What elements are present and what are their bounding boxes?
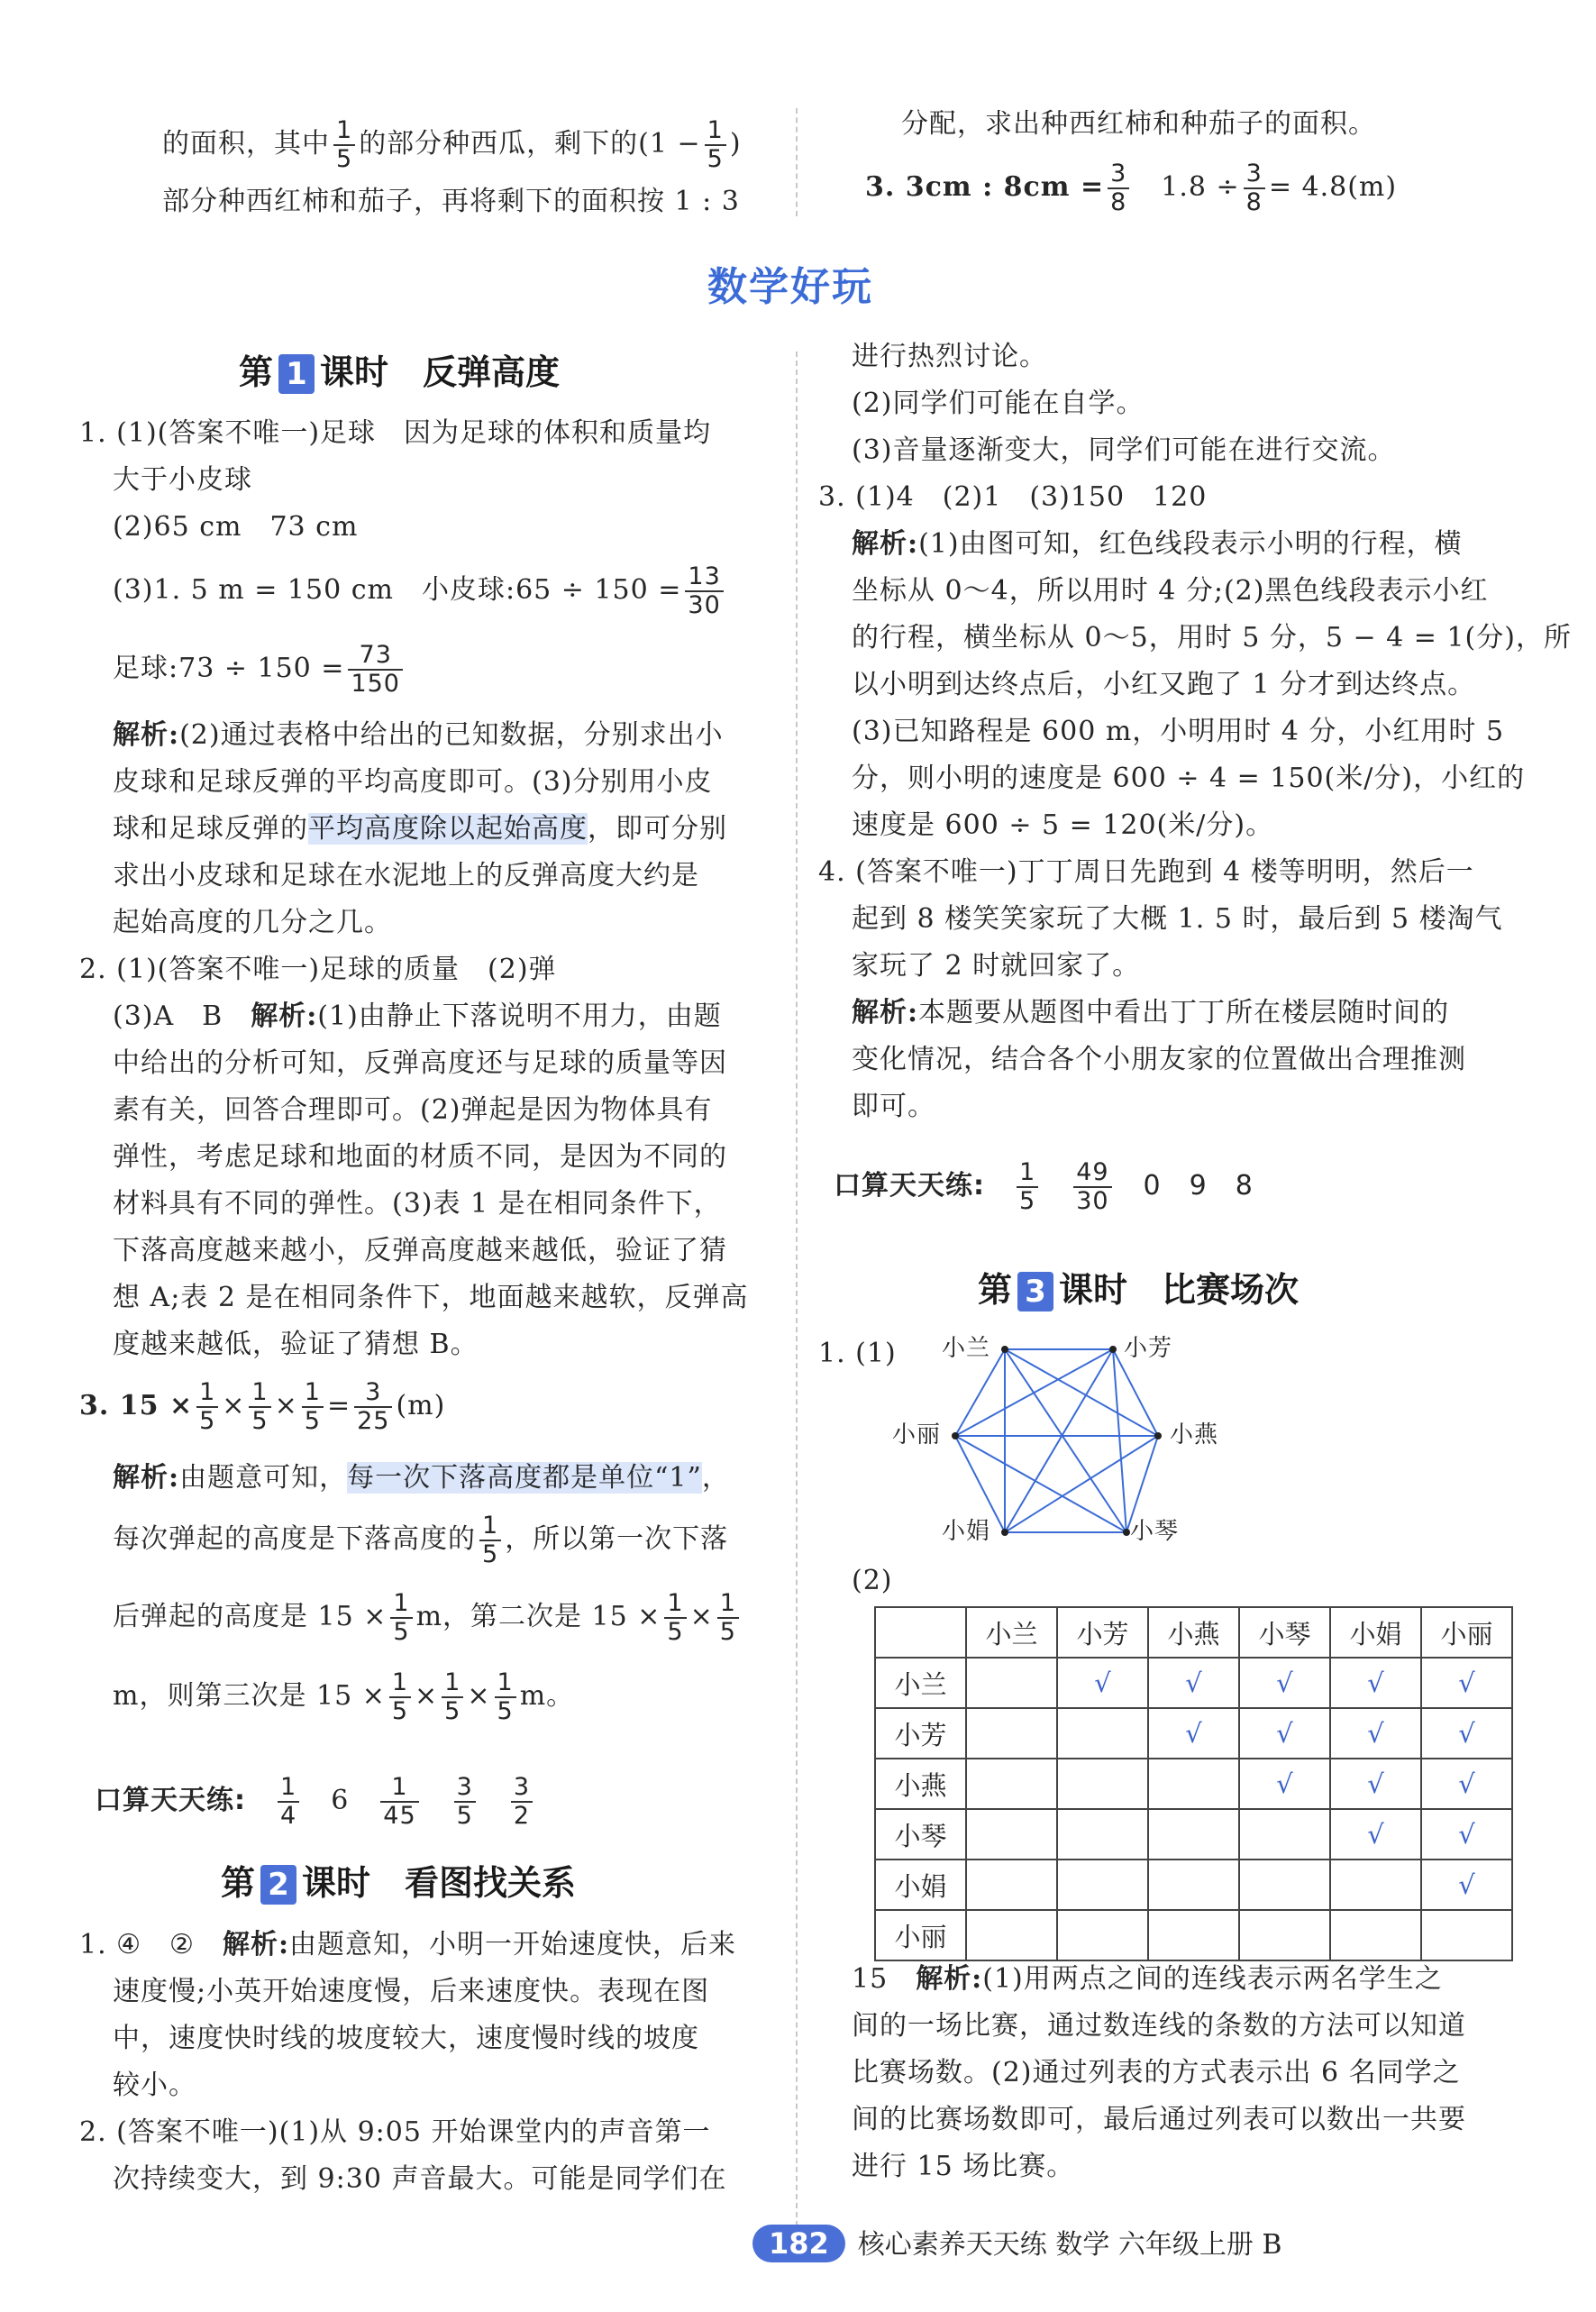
fraction: $\frac{1}{5}$ bbox=[664, 1590, 686, 1646]
l1-a3-line3: 后弹起的高度是 15 × $\frac{1}{5}$ m，第二次是 15 × $\frac{1}{5}$ × $\frac{1}{5}$ bbox=[113, 1590, 743, 1646]
l2-q1-line2: 速度慢;小英开始速度慢，后来速度快。表现在图 bbox=[113, 1976, 710, 2007]
page-number: 182 bbox=[752, 2225, 845, 2262]
book-title: 核心素养天天练 数学 六年级上册 B bbox=[857, 2229, 1282, 2261]
fraction: $\frac{1}{5}$ bbox=[249, 1379, 270, 1435]
l1-q1-line1: 1. (1)(答案不唯一)足球 因为足球的体积和质量均 bbox=[79, 417, 712, 449]
l2-q3-line1: 3. (1)4 (2)1 (3)150 120 bbox=[818, 481, 1208, 513]
l2-a3-line5: (3)已知路程是 600 m，小明用时 4 分，小红用时 5 bbox=[852, 716, 1505, 747]
lesson-number-badge: 3 bbox=[1017, 1272, 1053, 1311]
table-row: 小芳 √ √ √ √ bbox=[875, 1708, 1512, 1759]
fraction: $\frac{3}{5}$ bbox=[454, 1774, 476, 1830]
table-row: 小兰 小芳 小燕 小琴 小娟 小丽 bbox=[875, 1607, 1512, 1658]
l1-a3-line2: 每次弹起的高度是下落高度的 $\frac{1}{5}$ ，所以第一次下落 bbox=[113, 1512, 729, 1568]
l1-q2-line6: 材料具有不同的弹性。(3)表 1 是在相同条件下， bbox=[113, 1188, 722, 1220]
l1-q2-line4: 素有关，回答合理即可。(2)弹起是因为物体具有 bbox=[113, 1094, 713, 1126]
top-right-line-1: 分配，求出种西红柿和种茄子的面积。 bbox=[901, 108, 1376, 140]
l2-q1-line4: 较小。 bbox=[113, 2070, 196, 2101]
top-line-2: 部分种西红柿和茄子，再将剩下的面积按 1 : 3 bbox=[162, 186, 740, 217]
l3-a-line1: 15 解析:(1)用两点之间的连线表示两名学生之 bbox=[852, 1963, 1443, 1995]
section-title: 数学好玩 bbox=[707, 264, 873, 310]
l1-a1-line3: 球和足球反弹的平均高度除以起始高度，即可分别 bbox=[113, 813, 727, 845]
l1-kousuan: 口算天天练: $\frac{1}{4}$ 6 $\frac{1}{45}$ $\frac{3}{5}$ $\frac{3}{2}$ bbox=[95, 1774, 536, 1830]
l1-q2-line9: 度越来越低，验证了猜想 B。 bbox=[113, 1329, 479, 1360]
fraction: $\frac{13}{30}$ bbox=[685, 563, 723, 619]
l2-q1-line1: 1. ④ ② 解析:由题意知，小明一开始速度快，后来 bbox=[79, 1929, 737, 1960]
column-divider bbox=[796, 352, 798, 2226]
graph-label-xiaoyan: 小燕 bbox=[1170, 1421, 1219, 1448]
fraction: $\frac{3}{8}$ bbox=[1108, 160, 1129, 216]
fraction: $\frac{3}{8}$ bbox=[1244, 160, 1265, 216]
fraction: $\frac{3}{2}$ bbox=[511, 1774, 533, 1830]
table-row: 小燕 √ √ √ bbox=[875, 1759, 1512, 1809]
graph-edges bbox=[955, 1349, 1158, 1532]
top-line-1: 的面积，其中 $\frac{1}{5}$ 的部分种西瓜，剩下的(1 − $\frac{1}{5}$ ) bbox=[162, 116, 742, 173]
l1-q2-line2: (3)A B 解析:(1)由静止下落说明不用力，由题 bbox=[113, 1001, 722, 1032]
l2-a3-line3: 的行程，横坐标从 0～5，用时 5 分，5 − 4 = 1(分)，所 bbox=[852, 622, 1572, 653]
l2-q4-line1: 4. (答案不唯一)丁丁周日先跑到 4 楼等明明，然后一 bbox=[818, 856, 1474, 888]
graph-label-xiaolan: 小兰 bbox=[942, 1335, 991, 1362]
highlight: 平均高度除以起始高度 bbox=[308, 813, 588, 845]
l2-q2-line1: 2. (答案不唯一)(1)从 9:05 开始课堂内的声音第一 bbox=[79, 2116, 711, 2148]
l1-q1-line3: (2)65 cm 73 cm bbox=[113, 511, 359, 543]
l1-q2-line7: 下落高度越来越小，反弹高度越来越低，验证了猜 bbox=[113, 1235, 727, 1266]
l1-q1-line2: 大于小皮球 bbox=[113, 464, 252, 496]
graph-label-xiaojuan: 小娟 bbox=[942, 1518, 991, 1545]
l2-a3-line6: 分，则小明的速度是 600 ÷ 4 = 150(米/分)，小红的 bbox=[852, 763, 1526, 794]
lesson-number-badge: 1 bbox=[278, 354, 315, 394]
fraction: $\frac{73}{150}$ bbox=[348, 642, 403, 698]
fraction: $\frac{1}{5}$ bbox=[389, 1669, 411, 1725]
fraction: $\frac{3}{25}$ bbox=[354, 1379, 392, 1435]
l1-q2-line1: 2. (1)(答案不唯一)足球的质量 (2)弹 bbox=[79, 954, 557, 985]
l1-q2-line5: 弹性，考虑足球和地面的材质不同，是因为不同的 bbox=[113, 1141, 727, 1173]
l1-a3-line4: m，则第三次是 15 × $\frac{1}{5}$ × $\frac{1}{5}$ × $\frac{1}{5}$ m。 bbox=[113, 1668, 575, 1725]
l2-a4-line3: 即可。 bbox=[852, 1091, 935, 1122]
l3-a-line3: 比赛场数。(2)通过列表的方式表示出 6 名同学之 bbox=[852, 2057, 1461, 2088]
fraction: $\frac{1}{4}$ bbox=[278, 1774, 299, 1830]
l2-q1-line3: 中，速度快时线的坡度较大，速度慢时线的坡度 bbox=[113, 2023, 699, 2054]
fraction: $\frac{1}{5}$ bbox=[442, 1669, 463, 1725]
fraction: $\frac{1}{5}$ bbox=[1017, 1159, 1038, 1215]
page-footer bbox=[752, 2222, 1281, 2262]
graph-label-xiaoli: 小丽 bbox=[892, 1421, 942, 1448]
table-row: 小丽 bbox=[875, 1910, 1512, 1960]
fraction: $\frac{1}{5}$ bbox=[705, 117, 726, 173]
l2-q4-line3: 家玩了 2 时就回家了。 bbox=[852, 950, 1141, 982]
l3-a-line5: 进行 15 场比赛。 bbox=[852, 2151, 1075, 2182]
l1-a1-line5: 起始高度的几分之几。 bbox=[113, 907, 392, 938]
graph-label-xiaoqin: 小琴 bbox=[1130, 1518, 1180, 1545]
l2-kousuan: 口算天天练: $\frac{1}{5}$ $\frac{49}{30}$ 0 9 8 bbox=[834, 1158, 1254, 1215]
fraction: $\frac{1}{5}$ bbox=[302, 1379, 324, 1435]
fraction: $\frac{1}{5}$ bbox=[196, 1379, 218, 1435]
l1-q1-line5: 足球:73 ÷ 150 = $\frac{73}{150}$ bbox=[113, 642, 406, 698]
match-table bbox=[874, 1606, 1513, 1961]
l1-q2-line3: 中给出的分析可知，反弹高度还与足球的质量等因 bbox=[113, 1047, 727, 1079]
fraction: $\frac{1}{5}$ bbox=[717, 1590, 739, 1646]
l1-a1-line2: 皮球和足球反弹的平均高度即可。(3)分别用小皮 bbox=[113, 766, 713, 798]
fraction: $\frac{49}{30}$ bbox=[1073, 1159, 1111, 1215]
l2-a4-line2: 变化情况，结合各个小朋友家的位置做出合理推测 bbox=[852, 1044, 1466, 1075]
l2-q2-line4: (2)同学们可能在自学。 bbox=[852, 388, 1145, 419]
l2-a3-line2: 坐标从 0～4，所以用时 4 分;(2)黑色线段表示小红 bbox=[852, 575, 1489, 607]
l2-a3-line1: 解析:(1)由图可知，红色线段表示小明的行程，横 bbox=[852, 528, 1463, 560]
l2-q4-line2: 起到 8 楼笑笑家玩了大概 1. 5 时，最后到 5 楼淘气 bbox=[852, 903, 1503, 935]
l1-a3-line1: 解析:由题意可知，每一次下落高度都是单位“1”， bbox=[113, 1462, 730, 1494]
table-row: 小琴 √ √ bbox=[875, 1809, 1512, 1860]
l3-q1-label: 1. (1) bbox=[818, 1338, 897, 1369]
l3-a-line2: 间的一场比赛，通过数连线的条数的方法可以知道 bbox=[852, 2010, 1466, 2042]
fraction: $\frac{1}{5}$ bbox=[390, 1590, 412, 1646]
graph-label-xiaofang: 小芳 bbox=[1124, 1335, 1173, 1362]
lesson-1-title: 第 1 课时 反弹高度 bbox=[239, 352, 561, 392]
table-row: 小娟 √ bbox=[875, 1860, 1512, 1910]
lesson-2-title: 第 2 课时 看图找关系 bbox=[221, 1863, 577, 1903]
l1-a1-line1: 解析:(2)通过表格中给出的已知数据，分别求出小 bbox=[113, 719, 724, 751]
lesson-3-title: 第 3 课时 比赛场次 bbox=[978, 1270, 1300, 1310]
fraction: $\frac{1}{5}$ bbox=[479, 1512, 501, 1568]
fraction: $\frac{1}{5}$ bbox=[333, 117, 355, 173]
l2-q2-line2: 次持续变大，到 9:30 声音最大。可能是同学们在 bbox=[113, 2163, 727, 2195]
fraction: $\frac{1}{5}$ bbox=[495, 1669, 516, 1725]
l2-a3-line7: 速度是 600 ÷ 5 = 120(米/分)。 bbox=[852, 809, 1274, 841]
l1-q1-line4: (3)1. 5 m = 150 cm 小皮球:65 ÷ 150 = $\frac{13}{30}$ bbox=[113, 563, 727, 619]
l3-q2-label: (2) bbox=[852, 1565, 893, 1596]
table-row: 小兰 √ √ √ √ √ bbox=[875, 1658, 1512, 1708]
lesson-number-badge: 2 bbox=[260, 1865, 296, 1905]
fraction: $\frac{1}{45}$ bbox=[380, 1774, 418, 1830]
l2-q2-line3: 进行热烈讨论。 bbox=[852, 341, 1047, 372]
l3-a-line4: 间的比赛场数即可，最后通过列表可以数出一共要 bbox=[852, 2104, 1466, 2135]
l2-a3-line4: 以小明到达终点后，小红又跑了 1 分才到达终点。 bbox=[852, 669, 1476, 700]
l2-q2-line5: (3)音量逐渐变大，同学们可能在进行交流。 bbox=[852, 434, 1396, 466]
highlight: 每一次下落高度都是单位“1” bbox=[347, 1462, 702, 1494]
l1-a1-line4: 求出小皮球和足球在水泥地上的反弹高度大约是 bbox=[113, 860, 699, 891]
l1-q2-line8: 想 A;表 2 是在相同条件下，地面越来越软，反弹高 bbox=[113, 1282, 749, 1313]
l1-q3-line1: 3. 15 × $\frac{1}{5}$ × $\frac{1}{5}$ × $\frac{1}{5}$ = $\frac{3}{25}$ (m) bbox=[79, 1378, 446, 1435]
top-right-line-2: 3. 3cm : 8cm = $\frac{3}{8}$ 1.8 ÷ $\frac{3}{8}$ = 4.8(m) bbox=[865, 160, 1398, 216]
l2-a4-line1: 解析:本题要从题图中看出丁丁所在楼层随时间的 bbox=[852, 997, 1450, 1028]
column-divider-top bbox=[796, 108, 798, 216]
